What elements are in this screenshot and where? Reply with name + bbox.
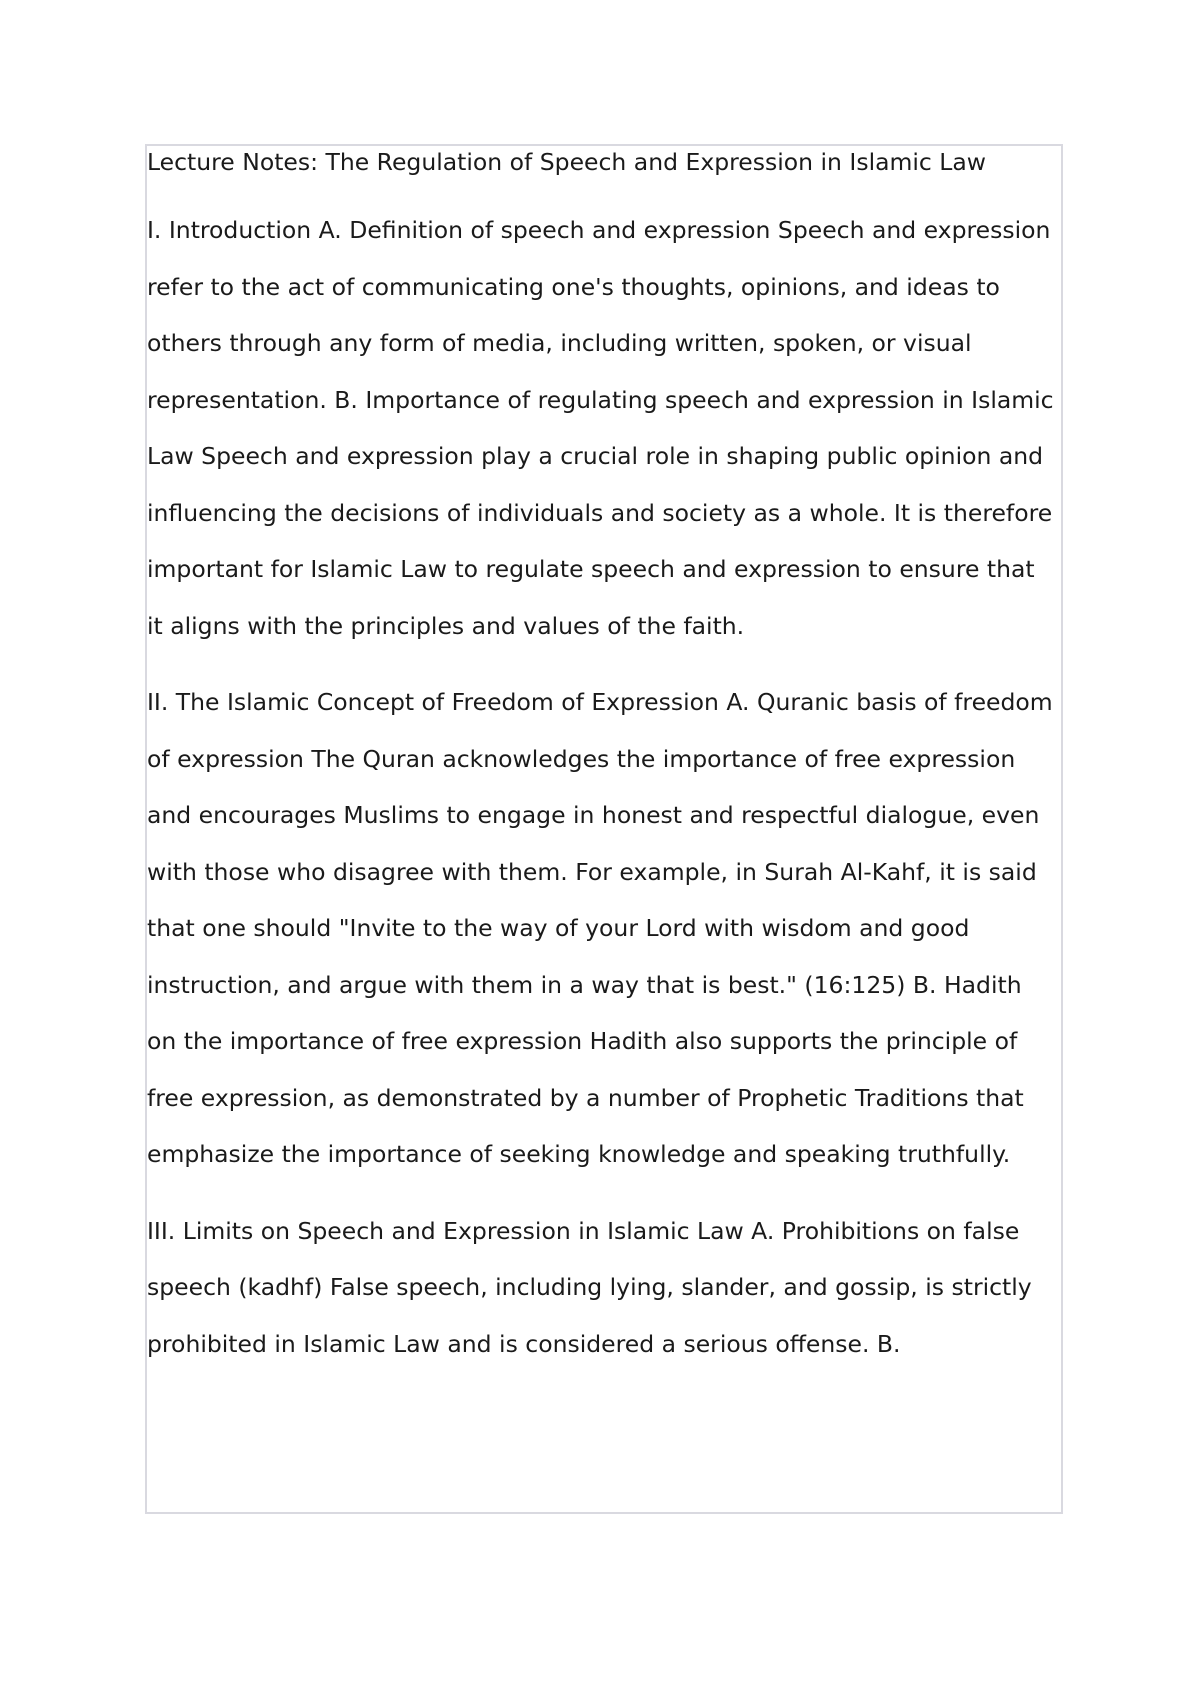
paragraph-spacing <box>147 654 1055 674</box>
paragraph-introduction: I. Introduction A. Definition of speech and expression Speech and expression refer to the act of communicating one's thoughts, opinions, and ideas to others through any form of media, including written, spoken, or visual representation. B. Importance of regulating speech and expression in Islamic Law Speech and expression play a crucial role in shaping public opinion and influencing the decisions of individuals and society as a whole. It is therefore important for Islamic Law to regulate speech and expression to ensure that it aligns with the principles and values of the faith. <box>147 216 1054 640</box>
document-title: Lecture Notes: The Regulation of Speech and Expression in Islamic Law <box>147 148 987 176</box>
paragraph-limits-on-speech: III. Limits on Speech and Expression in Islamic Law A. Prohibitions on false speech (kadhf) False speech, including lying, slander, and gossip, is strictly prohibited in Islamic Law and is considered a serious offense. B. <box>147 1216 1032 1358</box>
title-spacing <box>147 178 1055 202</box>
document-text-frame <box>145 144 1063 1514</box>
paragraph-freedom-of-expression: II. The Islamic Concept of Freedom of Expression A. Quranic basis of freedom of expression The Quran acknowledges the importance of free expression and encourages Muslims to engage in honest and respectful dialogue, even with those who disagree with them. For example, in Surah Al-Kahf, it is said that one should "Invite to the way of your Lord with wisdom and good instruction, and argue with them in a way that is best." (16:125) B. Hadith on the importance of free expression Hadith also supports the principle of free expression, as demonstrated by a number of Prophetic Traditions that emphasize the importance of seeking knowledge and speaking truthfully. <box>147 688 1053 1168</box>
paragraph-spacing <box>147 1183 1055 1203</box>
document-body <box>147 146 1061 1372</box>
